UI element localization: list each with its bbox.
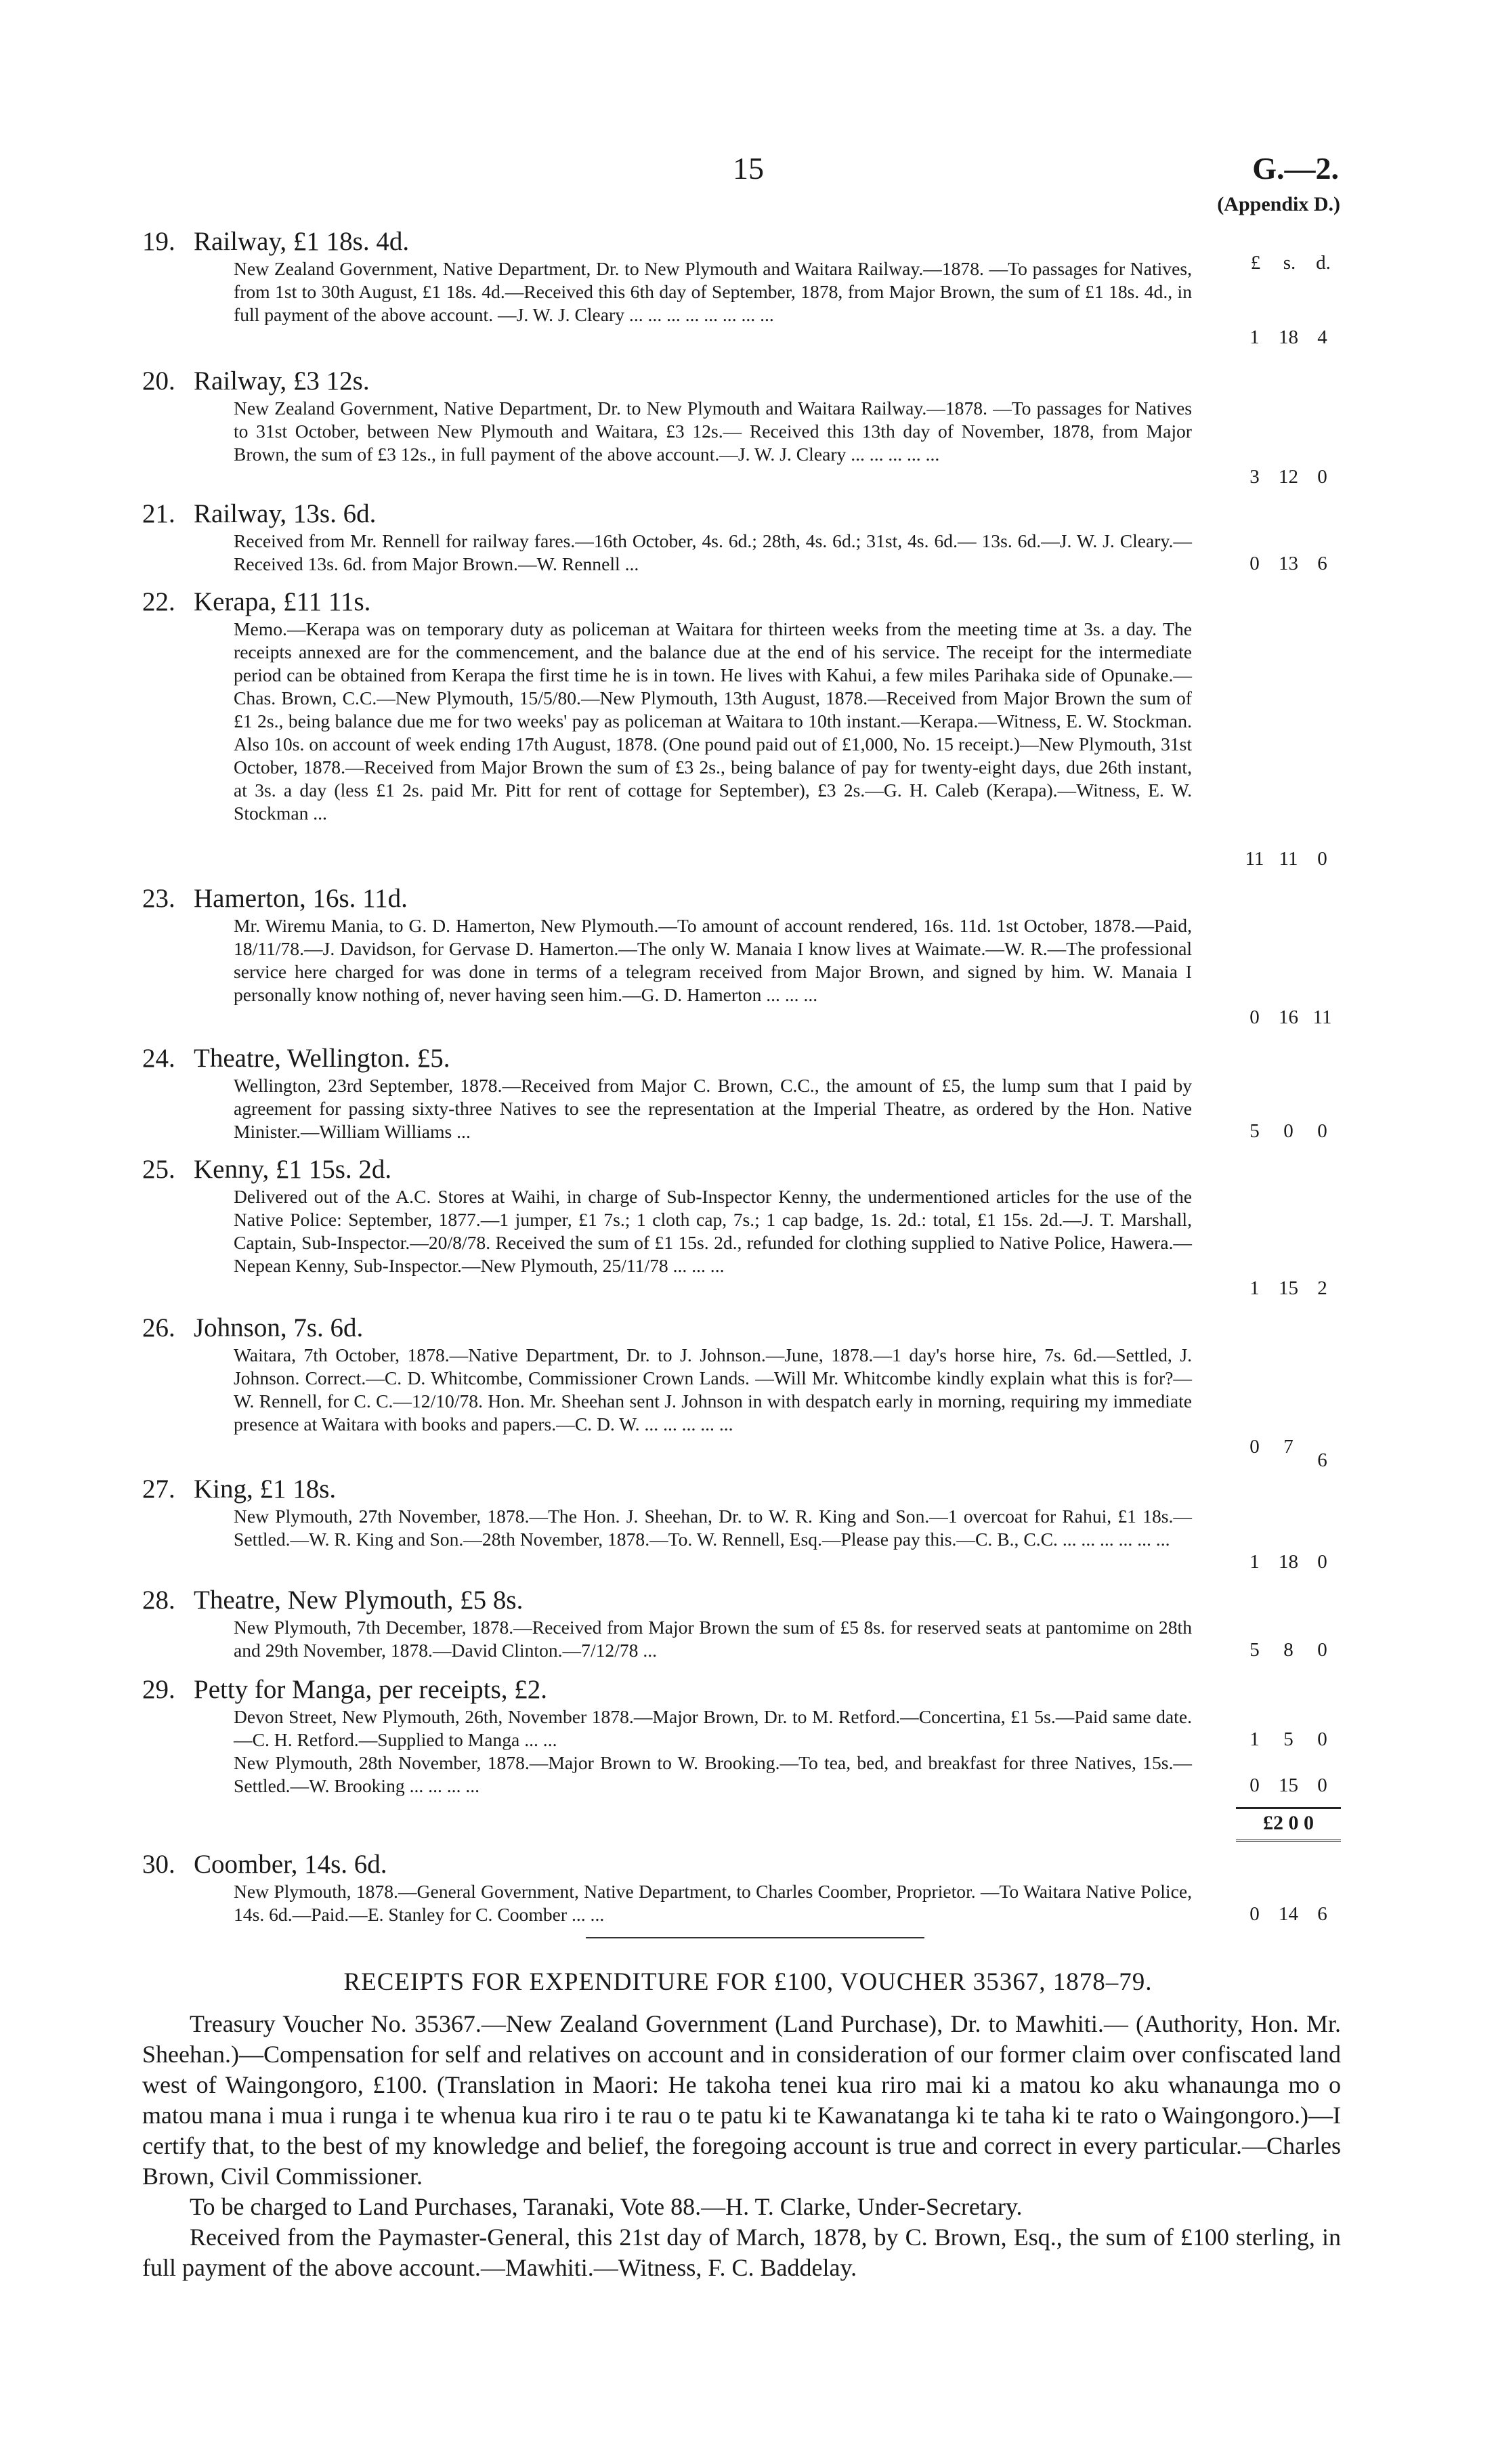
receipt-paragraph: Received from the Paymaster-General, this 21st day of March, 1878, by C. Brown, Esq., the sum of £100 sterling, in full payment of the above account.—Mawhiti.—Witness, F. C. Baddelay.: [142, 2224, 1341, 2281]
entry-amount: [1236, 1639, 1341, 1661]
entry-number: 26.: [142, 1313, 175, 1342]
entry-amount: [1236, 848, 1341, 870]
entry-title: [142, 366, 1341, 397]
entry-title: [142, 883, 1341, 914]
receipts-section-heading: RECEIPTS FOR EXPENDITURE FOR £100, VOUCHER 35367, 1878–79.: [343, 1968, 1153, 1996]
entry-body: Waitara, 7th October, 1878.—Native Department, Dr. to J. Johnson.—June, 1878.—1 day's horse hire, 7s. 6d.—Settled, J. Johnson. Correct.—C. D. Whitcombe, Commissioner Crown Lands. —Will Mr. Whitcombe kindly explain what this is for?—W. Rennell, for C. C.—12/10/78. Hon. Mr. Sheehan sent J. Johnson in with despatch early in morning, requiring my immediate presence at Waitara with books and papers.—C. D. W. ... ... ... ... ...: [234, 1344, 1192, 1435]
amount-pence: 0: [1317, 1120, 1327, 1142]
entry-body: New Zealand Government, Native Department, Dr. to New Plymouth and Waitara Railway.—1878. —To passages for Natives to 31st October, between New Plymouth and Waitara, £3 12s.— Received this 13th day of November, 1878, from Major Brown, the sum of £3 12s., in full payment of the above account.—J. W. J. Cleary ... ... ... ... ...: [234, 398, 1192, 465]
section-divider: [586, 1937, 924, 1938]
amount-pounds: 0: [1249, 1903, 1260, 1925]
amount-pence: 0: [1317, 1728, 1327, 1750]
amount-pence: 6: [1317, 553, 1327, 574]
entry-body: Mr. Wiremu Mania, to G. D. Hamerton, New Plymouth.—To amount of account rendered, 16s. 11d. 1st October, 1878.—Paid, 18/11/78.—J. Davidson, for Gervase D. Hamerton.—The only W. Manaia I know lives at Waimate.—W. R.—The professional service here charged for was done in terms of a telegram received from Major Brown, and signed by him. W. Manaia I personally know nothing of, never having seen him.—G. D. Hamerton ... ... ...: [234, 915, 1192, 1005]
amount-shillings: 5: [1283, 1728, 1294, 1750]
entry-amount-second: [1236, 1775, 1341, 1797]
amount-pence: 6: [1317, 1903, 1327, 1925]
subtotal-pence: 0: [1304, 1812, 1314, 1834]
entry-body: Devon Street, New Plymouth, 26th, November 1878.—Major Brown, Dr. to M. Retford.—Concertina, £1 5s.—Paid same date.—C. H. Retford.—Supplied to Manga ... ...: [234, 1706, 1192, 1750]
document-reference: G.—2.: [1252, 151, 1339, 186]
entry-number: 29.: [142, 1675, 175, 1704]
entry-title: [142, 226, 1341, 257]
amount-pounds: 11: [1245, 848, 1264, 870]
entry-number: 22.: [142, 587, 175, 616]
amount-shillings: 11: [1279, 848, 1298, 870]
entry-body: Wellington, 23rd September, 1878.—Received from Major C. Brown, C.C., the amount of £5, the lump sum that I paid by agreement for passing sixty-three Natives to see the representation at the Imperial Theatre, as ordered by the Hon. Native Minister.—William Williams ...: [234, 1075, 1192, 1142]
entry-title: [142, 1154, 1341, 1185]
entry-heading: King, £1 18s.: [194, 1474, 337, 1504]
entry-number: 30.: [142, 1850, 175, 1879]
amount-shillings: 16: [1279, 1006, 1298, 1028]
amount-pounds: 1: [1249, 1551, 1260, 1573]
entry-heading: Railway, £1 18s. 4d.: [194, 227, 410, 256]
receipts-section-body: [142, 2009, 1341, 2283]
amount-pounds: 0: [1249, 1775, 1260, 1796]
amount-pence: 0: [1317, 466, 1327, 488]
entry-amount: [1236, 466, 1341, 488]
entry-title: [142, 1674, 1341, 1705]
amount-shillings: 7: [1283, 1436, 1294, 1458]
amount-shillings: 18: [1279, 326, 1298, 348]
entry-title: [142, 1043, 1341, 1074]
amount-pence: 6: [1317, 1449, 1327, 1471]
entry-title: [142, 498, 1341, 530]
entry-heading: Railway, £3 12s.: [194, 366, 370, 396]
entry-number: 24.: [142, 1044, 175, 1073]
amount-pence: 0: [1317, 848, 1327, 870]
amount-pence: 0: [1317, 1639, 1327, 1661]
entry-heading: Petty for Manga, per receipts, £2.: [194, 1675, 548, 1704]
entry-body: New Zealand Government, Native Department, Dr. to New Plymouth and Waitara Railway.—1878. —To passages for Natives, from 1st to 30th August, £1 18s. 4d.—Received this 6th day of September, 1878, from Major Brown, the sum of £1 18s. 4d., in full payment of the above account. —J. W. J. Cleary ... ... ... ... ... ... ... ...: [234, 258, 1192, 325]
amount-pence: 11: [1312, 1006, 1332, 1028]
voucher-paragraph: Treasury Voucher No. 35367.—New Zealand Government (Land Purchase), Dr. to Mawhiti.— (Authority, Hon. Mr. Sheehan.)—Compensation for self and relatives on account and in consideration of our former claim over confiscated land west of Waingongoro, £100. (Translation in Maori: He takoha tenei kua riro mai ki a matou ko aku whanaunga mo o matou mana i mua i runga i te whenua kua riro i te rau o te patu ki te Kawanatanga ki te taha ki te rato o Waingongoro.)—I certify that, to the best of my knowledge and belief, the foregoing account is true and correct in every particular.—Charles Brown, Civil Commissioner.: [142, 2010, 1341, 2190]
amount-pounds: 3: [1249, 466, 1260, 488]
entry-number: 27.: [142, 1474, 175, 1504]
amount-pence: 0: [1317, 1775, 1327, 1796]
amount-pounds: 5: [1249, 1639, 1260, 1661]
entry-body: New Plymouth, 1878.—General Government, Native Department, to Charles Coomber, Proprietor. —To Waitara Native Police, 14s. 6d.—Paid.—E. Stanley for C. Coomber ... ...: [234, 1881, 1192, 1925]
amount-pence: 4: [1317, 326, 1327, 348]
voucher-entry-26: [142, 1313, 1341, 1471]
amount-pence: 2: [1317, 1277, 1327, 1299]
entry-number: 28.: [142, 1586, 175, 1615]
entry-number: 23.: [142, 884, 175, 913]
voucher-entry-19: [142, 226, 1341, 348]
amount-pounds: 1: [1249, 1277, 1260, 1299]
entry-heading: Coomber, 14s. 6d.: [194, 1850, 387, 1879]
entry-heading: Kerapa, £11 11s.: [194, 587, 371, 616]
voucher-entry-23: [142, 883, 1341, 1028]
amount-shillings: 13: [1279, 553, 1298, 574]
amount-shillings: 15: [1279, 1775, 1298, 1796]
entry-subtotal: [1236, 1807, 1341, 1835]
entry-heading: Hamerton, 16s. 11d.: [194, 884, 408, 913]
amount-pounds: 5: [1249, 1120, 1260, 1142]
entry-title: [142, 1474, 1341, 1505]
entry-amount: [1236, 1006, 1341, 1029]
entry-heading: Kenny, £1 15s. 2d.: [194, 1155, 392, 1184]
subtotal-shillings: 0: [1288, 1812, 1299, 1834]
entry-amount: [1236, 553, 1341, 575]
pence-header: d.: [1316, 252, 1331, 274]
entry-amount: [1236, 1551, 1341, 1573]
voucher-entry-25: [142, 1154, 1341, 1299]
amount-shillings: 8: [1283, 1639, 1294, 1661]
entry-title: [142, 1585, 1341, 1616]
voucher-entry-24: [142, 1043, 1341, 1143]
amount-shillings: 18: [1279, 1551, 1298, 1573]
voucher-entry-21: [142, 498, 1341, 576]
amount-pounds: 0: [1249, 553, 1260, 574]
entry-amount: [1236, 1728, 1341, 1751]
voucher-entry-28: [142, 1585, 1341, 1662]
charge-paragraph: To be charged to Land Purchases, Taranaki, Vote 88.—H. T. Clarke, Under-Secretary.: [190, 2193, 1023, 2220]
voucher-entry-30: [142, 1849, 1341, 1926]
entry-amount: [1236, 1903, 1341, 1926]
pounds-header: £: [1250, 252, 1261, 274]
shillings-header: s.: [1283, 252, 1296, 274]
subtotal-pounds: £2: [1263, 1812, 1283, 1834]
amount-shillings: 0: [1283, 1120, 1294, 1142]
entry-amount: [1236, 1120, 1341, 1143]
amount-pounds: 0: [1249, 1436, 1260, 1458]
entry-body: New Plymouth, 27th November, 1878.—The Hon. J. Sheehan, Dr. to W. R. King and Son.—1 overcoat for Rahui, £1 18s.—Settled.—W. R. King and Son.—28th November, 1878.—To. W. Rennell, Esq.—Please pay this.—C. B., C.C. ... ... ... ... ... ...: [234, 1506, 1192, 1550]
page-number: 15: [733, 151, 764, 186]
entry-heading: Theatre, New Plymouth, £5 8s.: [194, 1586, 523, 1615]
entry-body: Memo.—Kerapa was on temporary duty as policeman at Waitara for thirteen weeks from the meeting time at 3s. a day. The receipts annexed are for the commencement, and the balance due at the end of his service. The receipt for the intermediate period can be obtained from Kerapa the first time he is in town. He lives with Kahui, a few miles Parihaka side of Opunake.— Chas. Brown, C.C.—New Plymouth, 15/5/80.—New Plymouth, 13th August, 1878.—Received from Major Brown the sum of £1 2s., being balance due me for two weeks' pay as policeman at Waitara to 10th instant.—Kerapa.—Witness, E. W. Stockman. Also 10s. on account of week ending 17th August, 1878. (One pound paid out of £1,000, No. 15 receipt.)—New Plymouth, 31st October, 1878.—Received from Major Brown the sum of £3 2s., being balance of pay for twenty-eight days, due 26th instant, at 3s. a day (less £1 2s. paid Mr. Pitt for rent of cottage for September), £3 2s.—G. H. Caleb (Kerapa).—Witness, E. W. Stockman ...: [234, 618, 1192, 824]
amount-pounds: 1: [1249, 1728, 1260, 1750]
voucher-entry-20: [142, 366, 1341, 488]
entry-heading: Johnson, 7s. 6d.: [194, 1313, 364, 1342]
amount-shillings: 15: [1279, 1277, 1298, 1299]
entry-number: 21.: [142, 499, 175, 528]
amount-pounds: 0: [1249, 1006, 1260, 1028]
entry-body: Received from Mr. Rennell for railway fares.—16th October, 4s. 6d.; 28th, 4s. 6d.; 31st, 4s. 6d.— 13s. 6d.—J. W. J. Cleary.—Received 13s. 6d. from Major Brown.—W. Rennell ...: [234, 530, 1192, 574]
entry-heading: Railway, 13s. 6d.: [194, 499, 377, 528]
voucher-entry-22: [142, 587, 1341, 870]
entry-heading: Theatre, Wellington. £5.: [194, 1044, 450, 1073]
entry-body: Delivered out of the A.C. Stores at Waihi, in charge of Sub-Inspector Kenny, the undermentioned articles for the use of the Native Police: September, 1877.—1 jumper, £1 7s.; 1 cloth cap, 7s.; 1 cap badge, 1s. 2d.: total, £1 15s. 2d.—J. T. Marshall, Captain, Sub-Inspector.—20/8/78. Received the sum of £1 15s. 2d., refunded for clothing supplied to Native Police, Hawera.— Nepean Kenny, Sub-Inspector.—New Plymouth, 25/11/78 ... ... ...: [234, 1186, 1192, 1276]
entry-body-second: New Plymouth, 28th November, 1878.—Major Brown to W. Brooking.—To tea, bed, and breakfast for three Natives, 15s.—Settled.—W. Brooking ... ... ... ...: [234, 1752, 1192, 1796]
voucher-entry-27: [142, 1474, 1341, 1573]
entry-title: [142, 587, 1341, 618]
entry-title: [142, 1313, 1341, 1344]
entry-number: 25.: [142, 1155, 175, 1184]
amount-pence: 0: [1317, 1551, 1327, 1573]
entry-amount: [1236, 1277, 1341, 1300]
amount-shillings: 14: [1279, 1903, 1298, 1925]
amount-shillings: 12: [1279, 466, 1298, 488]
appendix-label: (Appendix D.): [1217, 193, 1340, 215]
voucher-entry-29: [142, 1674, 1341, 1834]
entry-amount: [1236, 1436, 1341, 1471]
entry-amount: [1236, 326, 1341, 349]
entry-body: New Plymouth, 7th December, 1878.—Received from Major Brown the sum of £5 8s. for reserved seats at pantomime on 28th and 29th November, 1878.—David Clinton.—7/12/78 ...: [234, 1617, 1192, 1661]
entry-number: 20.: [142, 366, 175, 396]
entry-number: 19.: [142, 227, 175, 256]
entry-title: [142, 1849, 1341, 1880]
amount-pounds: 1: [1249, 326, 1260, 348]
